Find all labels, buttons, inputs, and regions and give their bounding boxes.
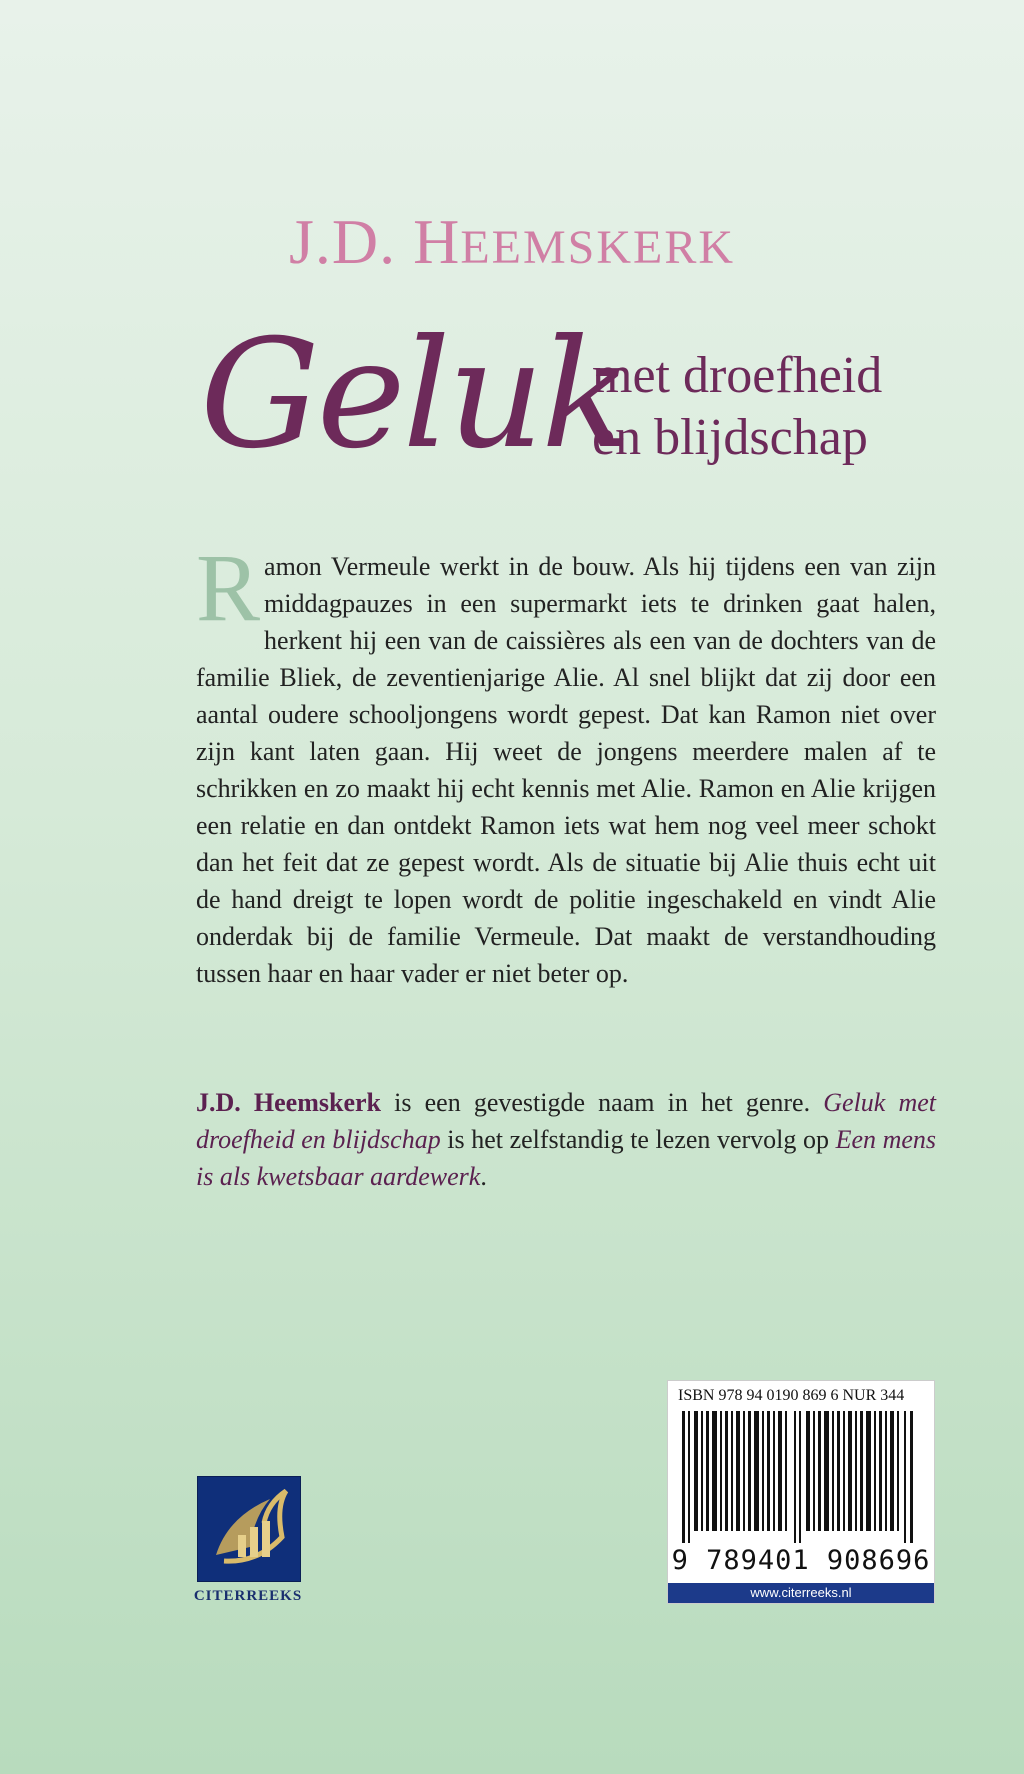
publisher-name: CITERREEKS [193,1588,303,1604]
subtitle-line-2: en blijdschap [592,409,868,466]
barcode-digits: 9 789401 908696 [671,1545,931,1576]
blurb-paragraph [196,534,936,992]
author-note-text-1: is een gevestigde naam in het genre. [381,1088,824,1117]
author-note [196,1084,936,1195]
isbn-text: ISBN 978 94 0190 869 6 NUR 344 [678,1387,905,1404]
author-surname: EEMSKERK [460,221,736,274]
book-title: Geluk [200,308,630,482]
drop-cap: R [196,534,261,641]
citerreeks-logo-icon [197,1476,301,1582]
isbn-barcode [667,1380,935,1604]
publisher-website: www.citerreeks.nl [668,1583,934,1603]
barcode-bars [682,1411,920,1543]
blurb-text: amon Vermeule werkt in de bouw. Als hij tijdens een van zijn middagpauzes in een supermarkt iets te drinken gaat halen, herkent hij een van de caissières als een van de dochters van de familie Bliek, de zeventienjarige Alie. Al snel blijkt dat zij door een aantal oudere schooljongens wordt gepest. Dat kan Ramon niet over zijn kant laten gaan. Hij weet de jongens meerdere malen af te schrikken en zo maakt hij echt kennis met Alie. Ramon en Alie krijgen een relatie en dan ontdekt Ramon iets wat hem nog veel meer schokt dan het feit dat ze gepest wordt. Als de situatie bij Alie thuis echt uit de hand dreigt te lopen wordt de politie ingeschakeld en vindt Alie onderdak bij de familie Vermeule. Dat maakt de verstandhouding tussen haar en haar vader er niet beter op. [196,552,936,988]
author-note-text-3: . [480,1162,487,1191]
author-note-name: J.D. Heemskerk [196,1088,381,1117]
author-name [0,206,1024,277]
author-note-text-2: is het zelfstandig te lezen vervolg op [440,1125,836,1154]
author-note-title-1: Geluk met droefheid en blijdschap [196,1088,937,1154]
author-note-title-2: Een mens is als kwetsbaar aardewerk [196,1125,936,1191]
book-subtitle [592,345,882,469]
author-initials: J.D. H [288,206,461,277]
subtitle-line-1: met droefheid [592,347,883,404]
